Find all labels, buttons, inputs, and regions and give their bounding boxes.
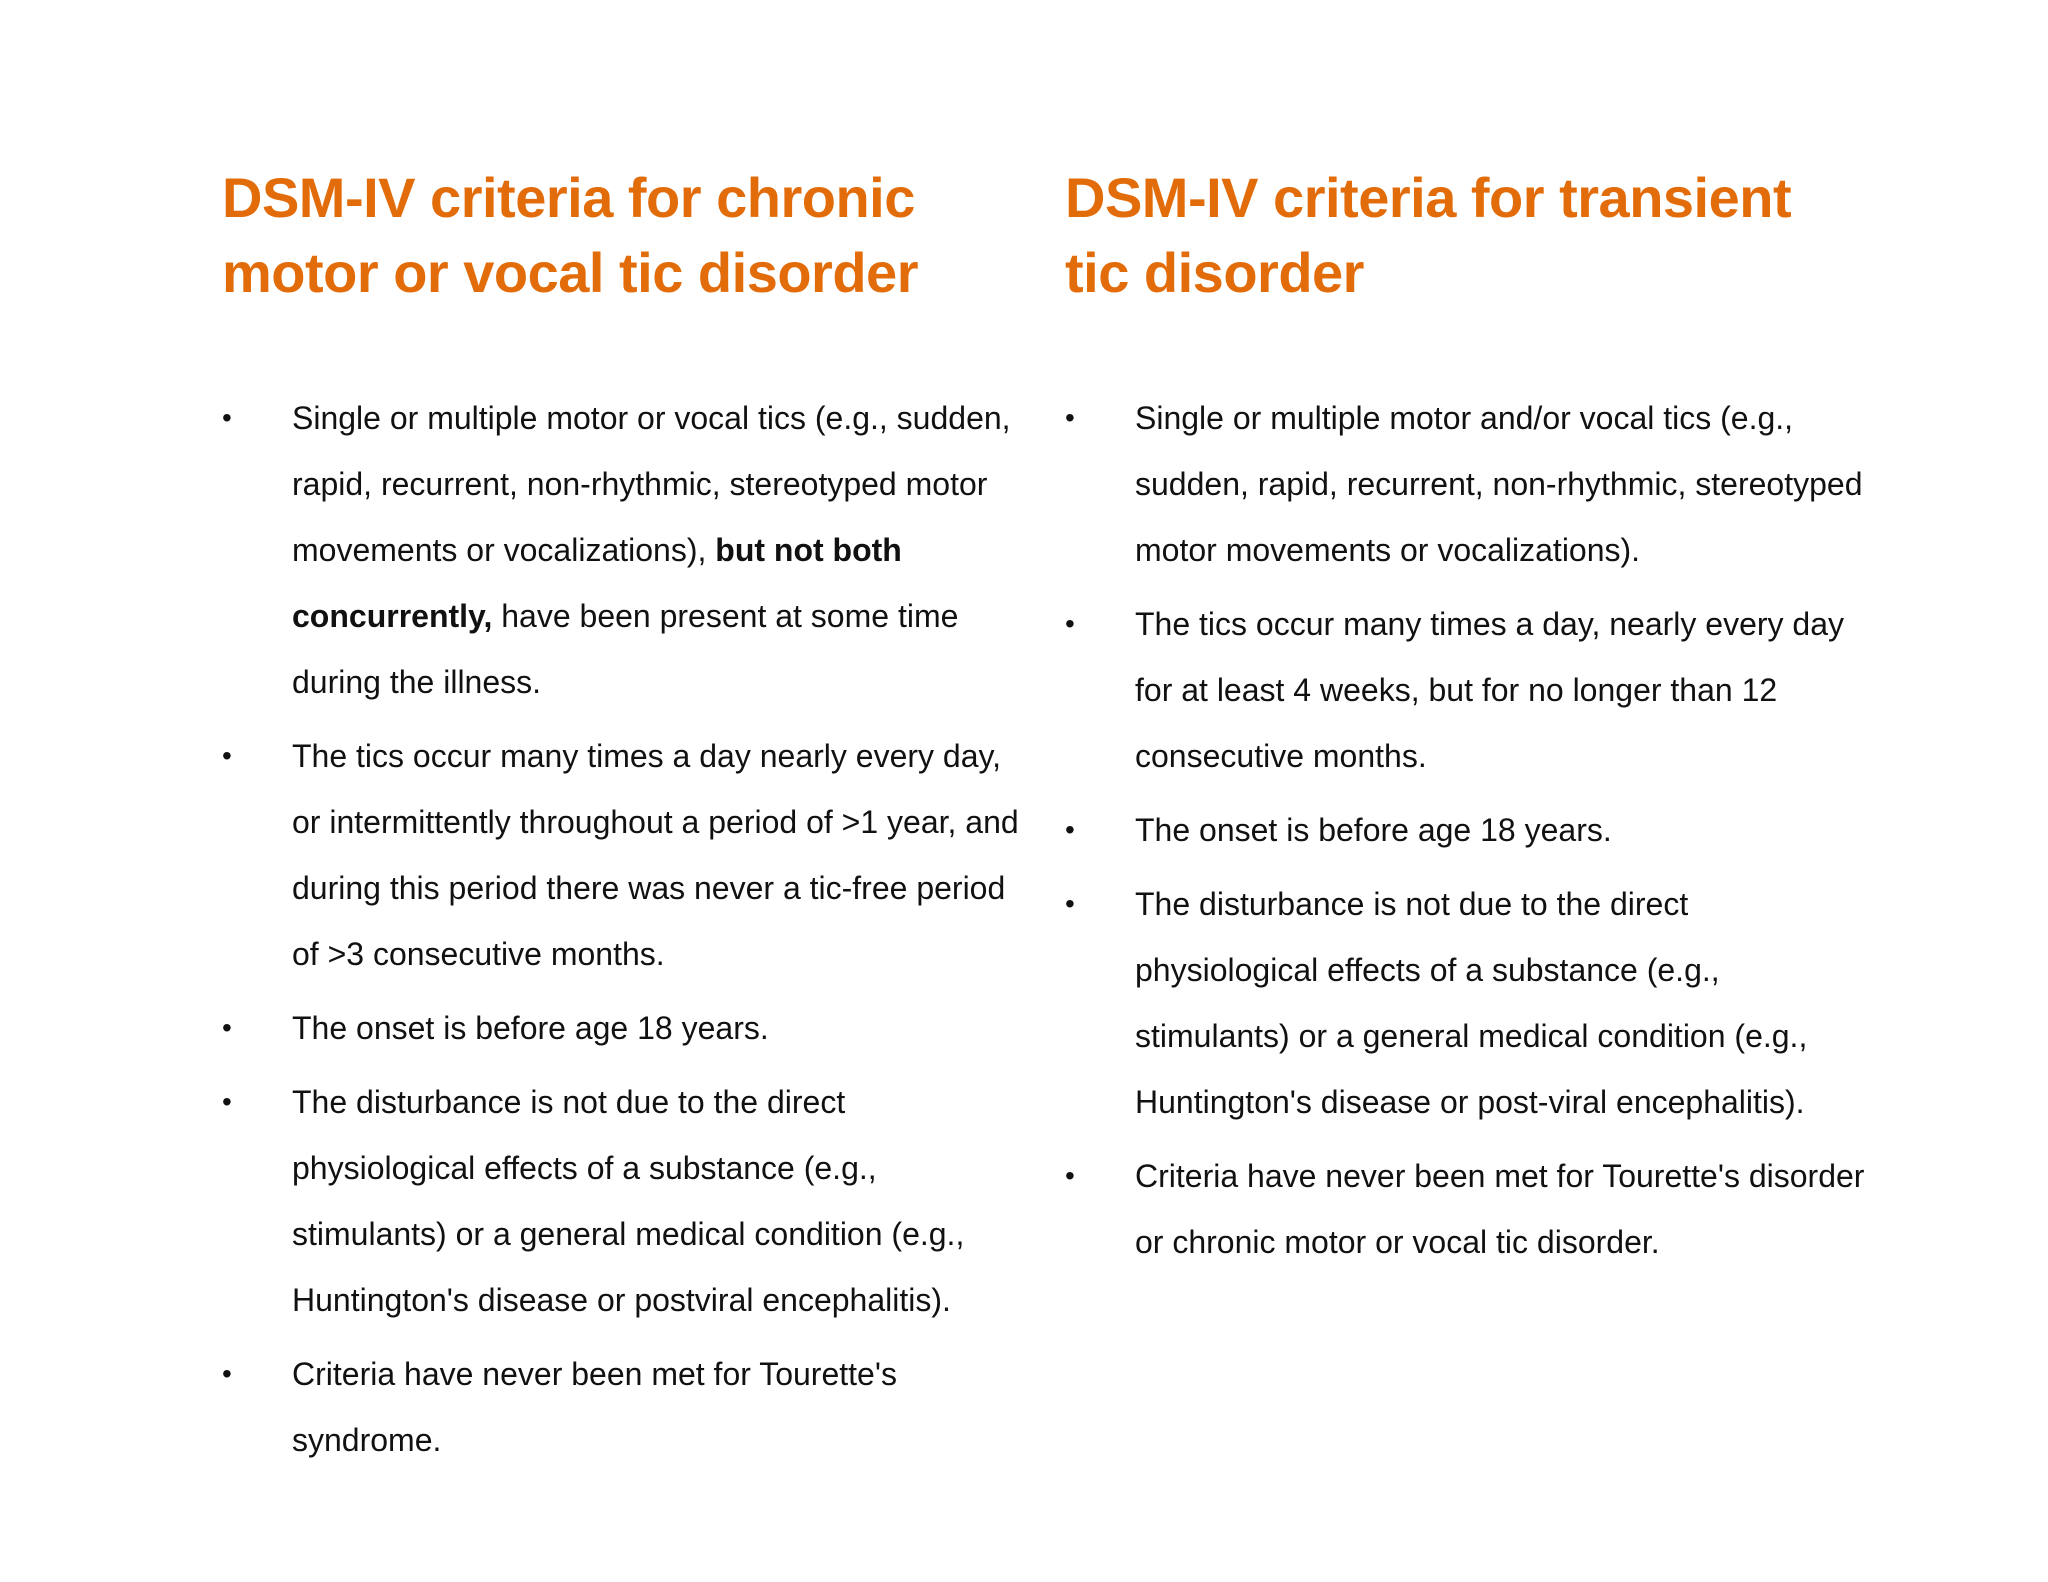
bullet-icon: • [1065,1160,1075,1191]
left-column [222,160,1022,1481]
criterion-text: The tics occur many times a day nearly every day, or intermittently throughout a period of >1 year, and during this period there was never a tic-free period of >3 consecutive months. [292,738,1019,972]
bullet-icon: • [222,1086,232,1117]
left-criteria-list [222,385,1022,1473]
left-criterion-1 [222,385,1022,715]
right-criterion-4 [1065,871,1865,1135]
criterion-text: The tics occur many times a day, nearly every day for at least 4 weeks, but for no longer than 12 consecutive months. [1135,606,1845,774]
criterion-text: Criteria have never been met for Tourette's syndrome. [292,1356,897,1458]
left-criterion-3 [222,995,1022,1061]
right-column-title: DSM-IV criteria for transient tic disorder [1065,166,1792,304]
criterion-text: The disturbance is not due to the direct physiological effects of a substance (e.g., stimulants) or a general medical condition (e.g., Huntington's disease or postviral encephalitis). [292,1084,965,1318]
criterion-text: The onset is before age 18 years. [1135,812,1612,848]
criterion-text: The onset is before age 18 years. [292,1010,769,1046]
bullet-icon: • [1065,608,1075,639]
left-column-title: DSM-IV criteria for chronic motor or vocal tic disorder [222,166,918,304]
right-criterion-5 [1065,1143,1865,1275]
bullet-icon: • [222,1012,232,1043]
criterion-emphasis: but not both concurrently, [292,532,902,634]
criterion-text: have been present at some time during the illness. [292,598,959,700]
criterion-text: Single or multiple motor and/or vocal tics (e.g., sudden, rapid, recurrent, non-rhythmic, stereotyped motor movements or vocalizations). [1135,400,1863,568]
bullet-icon: • [1065,814,1075,845]
right-criterion-1 [1065,385,1865,583]
bullet-icon: • [222,1358,232,1389]
criterion-text: Single or multiple motor or vocal tics (e.g., sudden, rapid, recurrent, non-rhythmic, stereotyped motor movements or vocalizations), [292,400,1011,568]
criterion-text: Criteria have never been met for Tourette's disorder or chronic motor or vocal tic disorder. [1135,1158,1865,1260]
left-criterion-5 [222,1341,1022,1473]
bullet-icon: • [222,402,232,433]
left-criterion-4 [222,1069,1022,1333]
left-criterion-2 [222,723,1022,987]
right-criteria-list [1065,385,1865,1275]
right-column [1065,160,1865,1283]
criterion-text: The disturbance is not due to the direct physiological effects of a substance (e.g., stimulants) or a general medical condition (e.g., Huntington's disease or post-viral encephalitis). [1135,886,1808,1120]
right-criterion-3 [1065,797,1865,863]
bullet-icon: • [1065,888,1075,919]
bullet-icon: • [222,740,232,771]
bullet-icon: • [1065,402,1075,433]
right-criterion-2 [1065,591,1865,789]
